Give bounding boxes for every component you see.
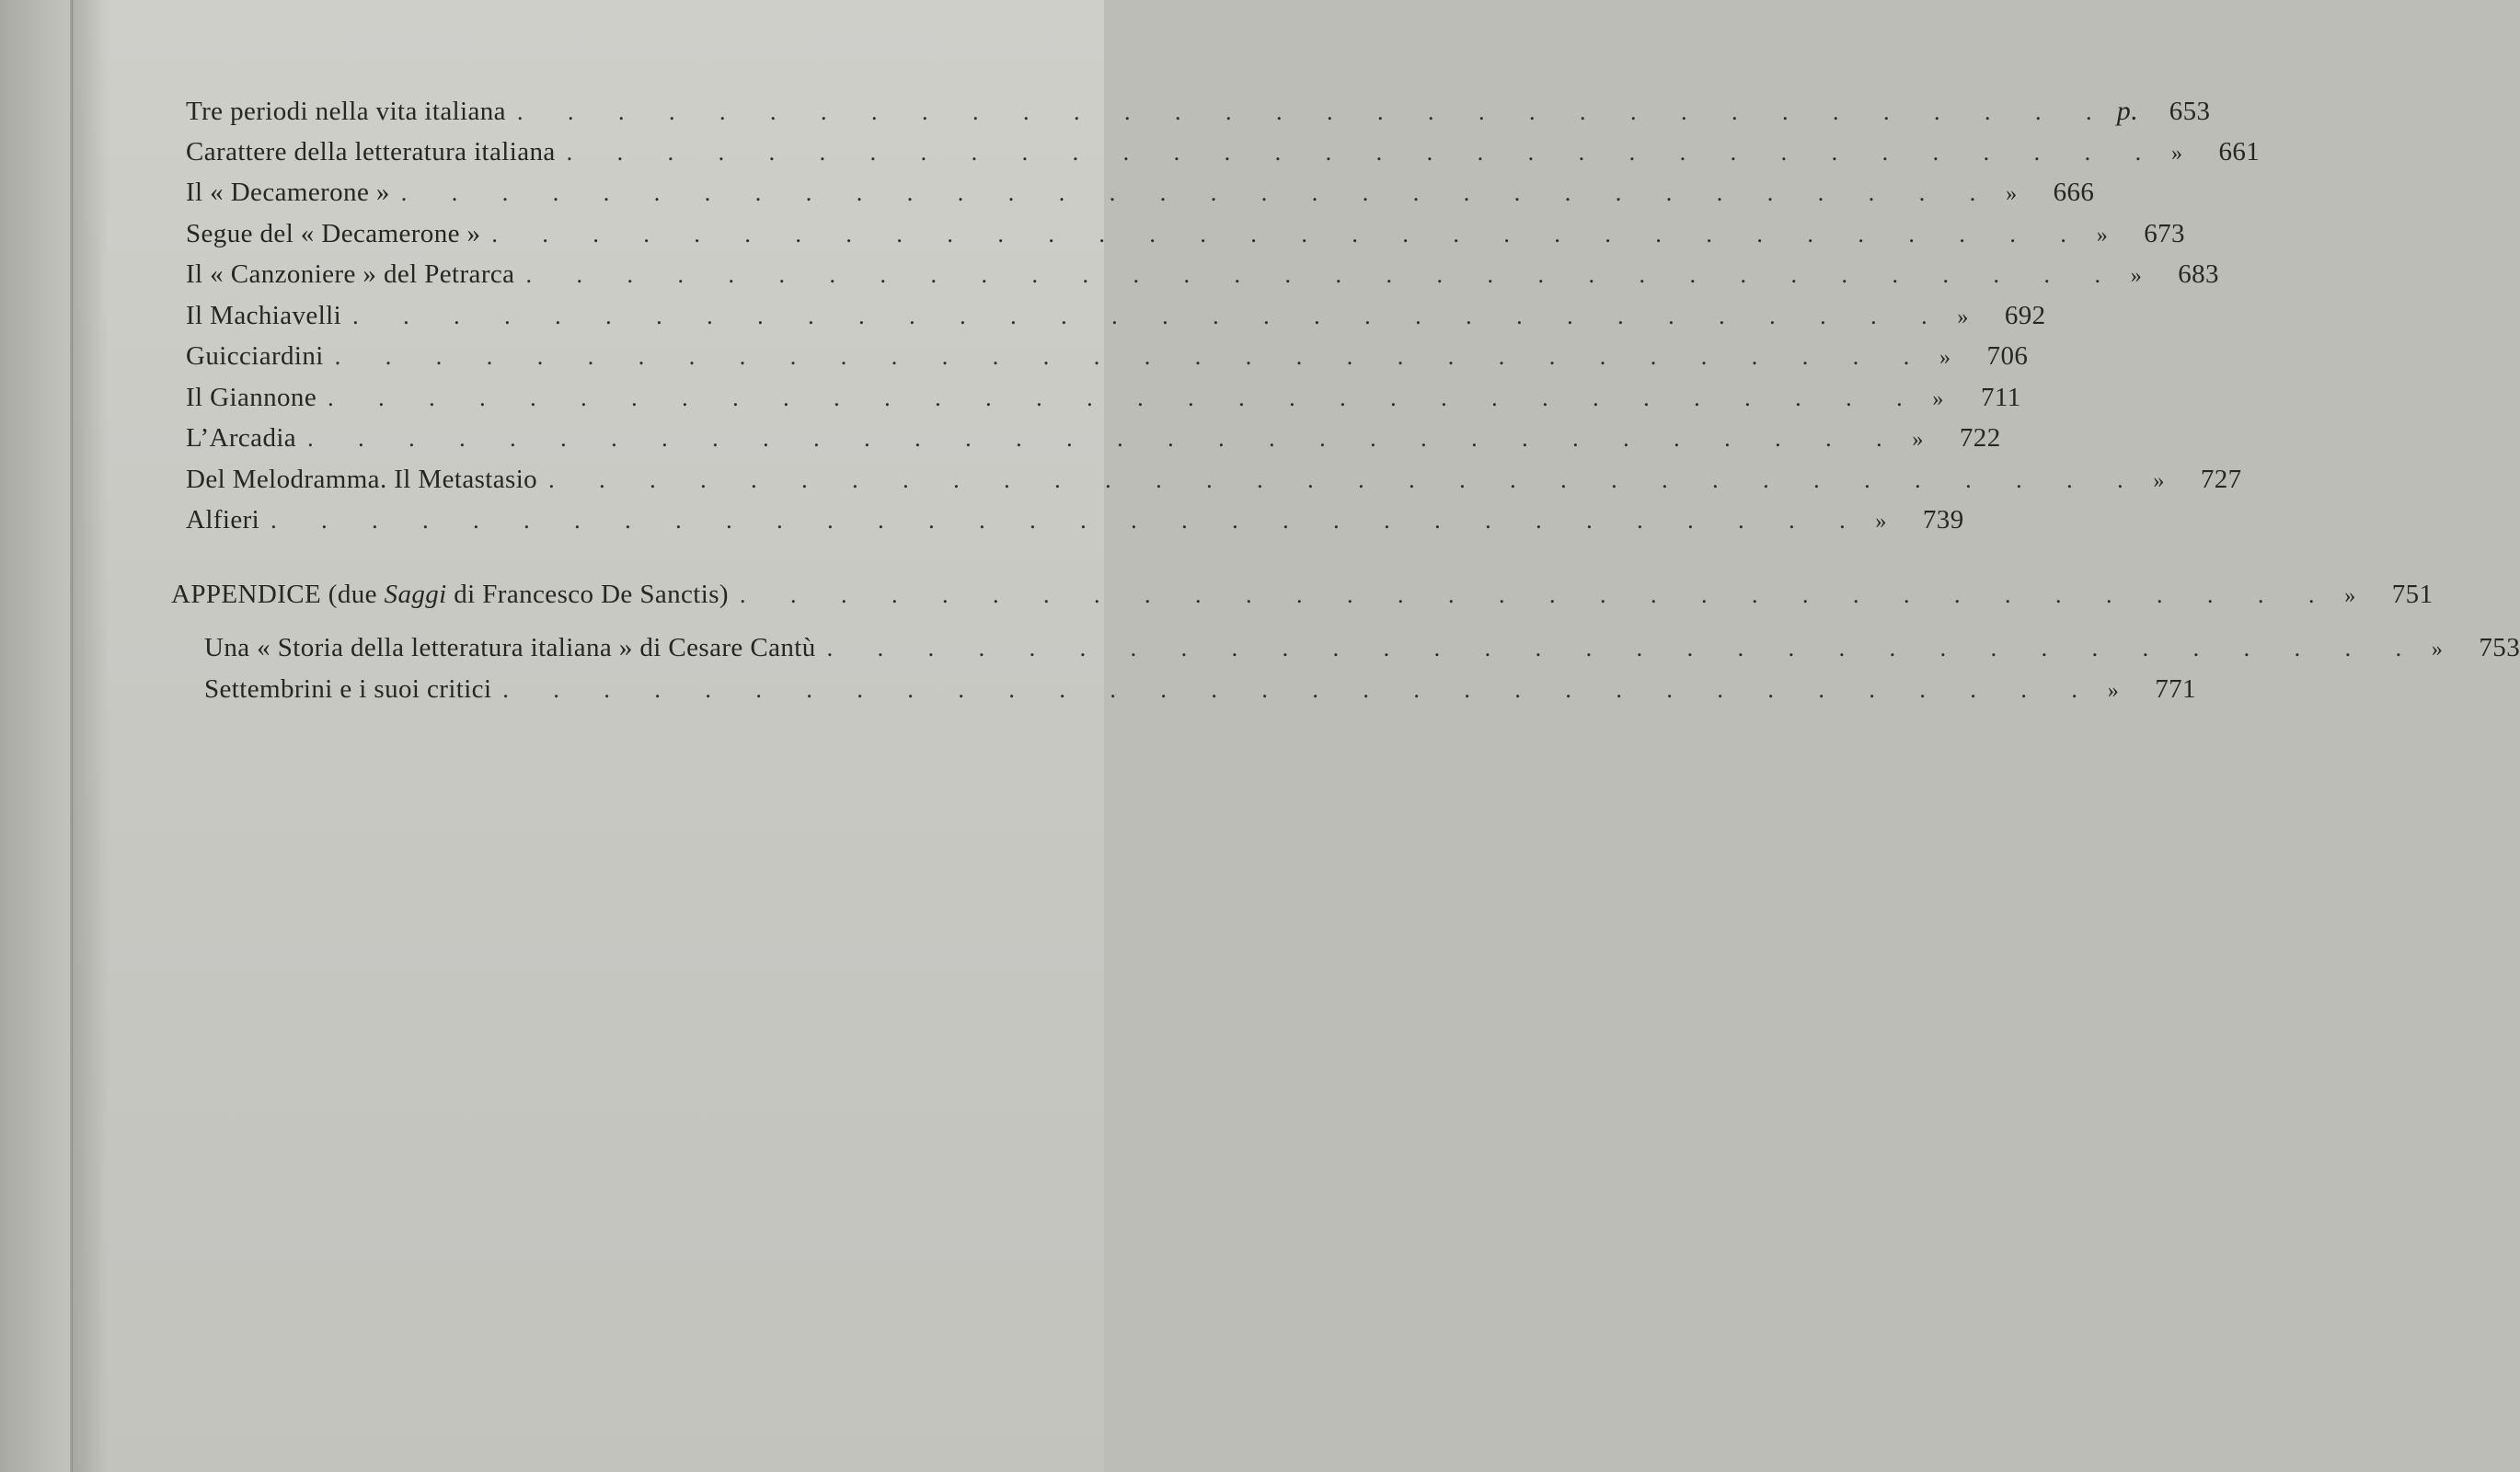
appendix-subentry [120,633,2520,674]
page-marker: » [1957,305,1969,329]
entry-title: Del Melodramma. Il Metastasio [186,464,538,494]
page-marker: » [1912,428,1924,452]
page-number: 751 [2391,579,2434,609]
page-marker: » [1939,346,1951,370]
toc-entry [120,259,2219,301]
subentry-title: Una « Storia della letteratura italiana » di Cesare Cantù [204,633,816,662]
page-marker: » [2153,468,2165,493]
toc-entry [120,136,2261,178]
dot-leader: . . . . . . . . . . . . . . . . . . . . . . . . . . . . . . . . [516,98,2112,125]
appendix-entry [120,579,2434,621]
entry-title: Il Machiavelli [186,300,342,330]
toc-entry [120,341,2029,383]
entry-title: Il Giannone [186,382,317,412]
appendix-title [171,580,740,610]
dot-leader: . . . . . . . . . . . . . . . . . . . . . . . . . . . . . . . . [739,581,2334,608]
table-of-contents [120,96,2520,715]
appendix-section [120,579,2434,621]
dot-leader: . . . . . . . . . . . . . . . . . . . . . . . . . . . . . . . . [328,384,1922,411]
dot-leader: . . . . . . . . . . . . . . . . . . . . . . . . . . . . . . . . [566,138,2161,166]
page-marker: p. [2116,96,2139,126]
page-marker: » [2006,182,2018,206]
dot-leader: . . . . . . . . . . . . . . . . . . . . . . . . . . . . . . . . [548,466,2143,493]
toc-entry [120,218,2185,260]
dot-leader: . . . . . . . . . . . . . . . . . . . . . . . . . . . . . . . . [826,635,2422,661]
page-marker: » [2431,638,2444,661]
page-marker: » [1875,510,1887,534]
page-number: 739 [1922,505,1964,535]
dot-leader: . . . . . . . . . . . . . . . . . . . . . . . . . . . . . . . . [270,507,1865,534]
page-number: 722 [1959,423,2001,453]
appendix-subentry [120,673,2196,716]
toc-entry [120,464,2242,506]
page-marker: » [2130,264,2143,288]
entry-title: Carattere della letteratura italiana [186,136,556,167]
dot-leader: . . . . . . . . . . . . . . . . . . . . . . . . . . . . . . . . [352,302,1947,329]
page-number: 727 [2200,464,2242,494]
page-number: 673 [2144,218,2185,248]
appendix-subentries [120,633,2520,715]
page-marker: » [2096,223,2109,247]
dot-leader: . . . . . . . . . . . . . . . . . . . . . . . . . . . . . . . . [400,179,1996,206]
page-number: 706 [1986,341,2029,371]
toc-entries [120,96,2261,546]
dot-leader: . . . . . . . . . . . . . . . . . . . . . . . . . . . . . . . . [502,675,2097,703]
toc-entry [120,178,2095,219]
page-marker: » [1932,386,1944,411]
appendix-title-italic: Saggi [384,579,447,609]
toc-entry [120,423,2001,465]
dot-leader: . . . . . . . . . . . . . . . . . . . . . . . . . . . . . . . . [491,220,2086,247]
dot-leader: . . . . . . . . . . . . . . . . . . . . . . . . . . . . . . . . [525,261,2120,288]
appendix-title-prefix: APPENDICE (due [171,579,385,609]
toc-entry [120,382,2021,424]
toc-entry [120,300,2046,342]
book-spine [0,0,75,1472]
entry-title: L’Arcadia [186,423,297,453]
page-number: 692 [2004,300,2046,330]
entry-title: Il « Canzoniere » del Petrarca [186,259,515,289]
dot-leader: . . . . . . . . . . . . . . . . . . . . . . . . . . . . . . . . [307,425,1902,452]
page-number: 753 [2479,633,2520,662]
page-marker: » [2344,583,2356,608]
page-number: 711 [1980,382,2021,412]
page-number: 666 [2053,178,2095,207]
gutter-shadow [72,0,109,1472]
entry-title: Alfieri [186,505,260,535]
dot-leader: . . . . . . . . . . . . . . . . . . . . . . . . . . . . . . . . [334,343,1929,370]
page-number: 653 [2169,97,2211,126]
toc-entry [120,96,2211,137]
page-number: 661 [2218,136,2261,167]
entry-title: Segue del « Decamerone » [186,218,481,248]
page-marker: » [2107,678,2120,703]
entry-title: Tre periodi nella vita italiana [186,97,506,126]
toc-entry [120,505,1964,546]
entry-title: Il « Decamerone » [186,178,390,207]
entry-title: Guicciardini [186,341,324,371]
page-number: 683 [2178,259,2219,289]
appendix-title-suffix: di Francesco De Sanctis) [446,579,729,609]
subentry-title: Settembrini e i suoi critici [204,673,492,704]
page-marker: » [2170,141,2183,166]
page-number: 771 [2155,673,2196,704]
